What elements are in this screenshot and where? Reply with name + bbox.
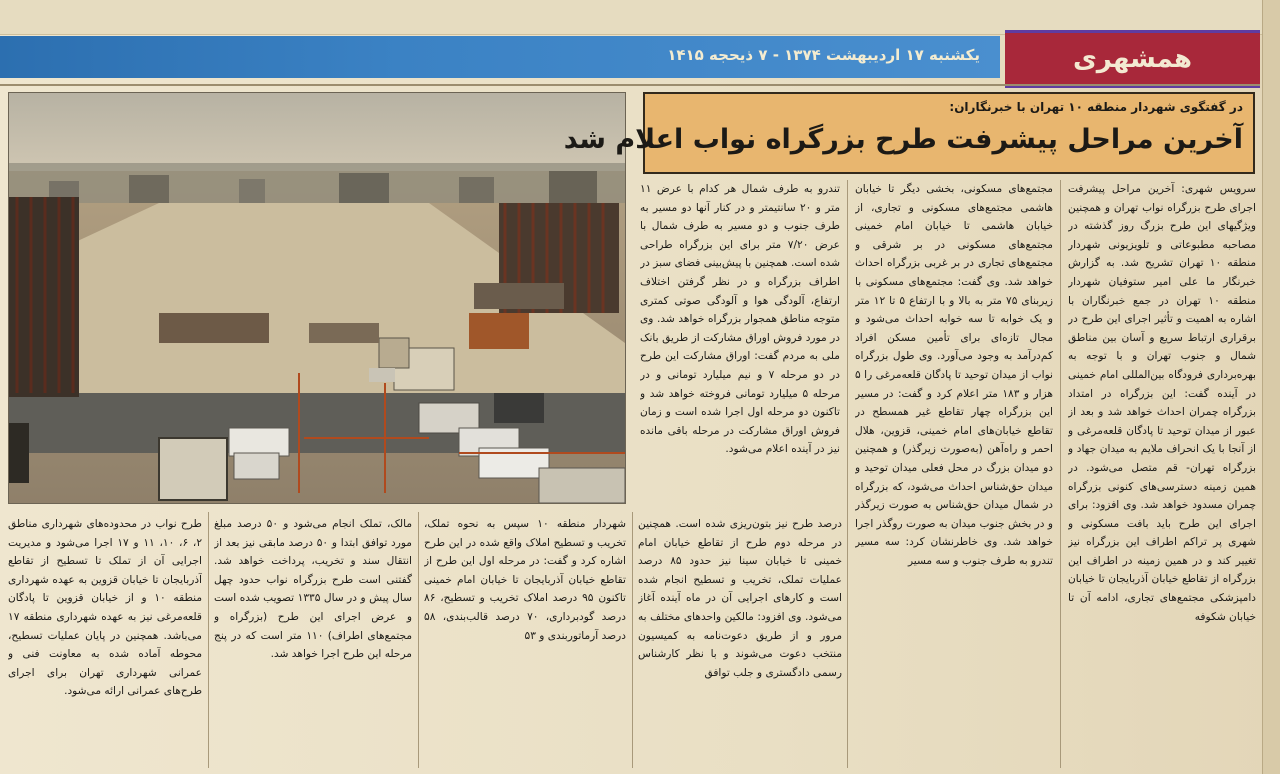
article-column-2 xyxy=(855,180,1053,768)
column-divider xyxy=(208,512,209,768)
header-rule xyxy=(0,84,1260,86)
column-b3-text: مالک، تملک انجام می‌شود و ۵۰ درصد مبلغ مورد توافق ابتدا و ۵۰ درصد مابقی نیز بعد از انتقال سند و تخریب، پرداخت خواهد شد. گفتنی است طرح بزرگراه نواب حدود چهل سال پیش و در سال ۱۳۳۵ تصویب شده است و عرض اجرای این طرح (بزرگراه و مجتمع‌های اطراف) ۱۱۰ متر است که در پنج مرحله این طرح اجرا خواهد شد. xyxy=(214,518,412,661)
article-column-b3 xyxy=(214,515,412,768)
column-divider xyxy=(632,512,633,768)
column-divider xyxy=(418,512,419,768)
column-1-text: سرویس شهری: آخرین مراحل پیشرفت اجرای طرح بزرگراه نواب تهران و همچنین ویژگیهای این طرح بزرگ روز گذشته در مصاحبه مطبوعاتی و تلویزیونی شهردار منطقه ۱۰ تهران تشریح شد. به گزارش خبرنگار ما علی امیر ستوفیان شهردار منطقه ۱۰ تهران در جمع خبرنگاران با اشاره به اهمیت و تأثیر اجرای این طرح در برقراری ارتباط سریع و آسان بین مناطق شمال و جنوب تهران و با توجه به بهره‌برداری فرودگاه بین‌المللی امام خمینی در آینده گفت: این بزرگراه در امتداد بزرگراه چمران احداث خواهد شد و بعد از عبور از میدان توحید تا پادگان قلعه‌مرغی و از آنجا با یک انحراف ملایم به میدان جهاد و بزرگراه تهران- قم متصل می‌شود. در همین زمینه دسترسی‌های کنونی بزرگراه چمران مسدود خواهد شد. وی افزود: برای اجرای این طرح باید بافت مسکونی و شهری پر تراکم اطراف این بزرگراه نیز تغییر کند و در همین زمینه در اطراف این بزرگراه از تقاطع خیابان آذربایجان تا خیابان دامپزشکی مجتمع‌های تجاری، ادامه آن تا خیابان شکوفه xyxy=(1068,183,1256,623)
article-headline: آخرین مراحل پیشرفت طرح بزرگراه نواب اعلام شد xyxy=(563,124,1243,155)
column-divider xyxy=(1060,180,1061,768)
headline-box xyxy=(563,92,1255,174)
issue-date: یکشنبه ۱۷ اردیبهشت ۱۳۷۴ - ۷ ذیحجه ۱۴۱۵ xyxy=(667,46,980,64)
column-3-text: تندرو به طرف شمال هر کدام با عرض ۱۱ متر و ۲۰ سانتیمتر و در کنار آنها دو مسیر به طرف جنوب و دو مسیر به طرف شمال با عرض ۷/۲۰ متر برای این بزرگراه طراحی شده است. همچنین با پیش‌بینی فضای سبز در اطراف بزرگراه و در نظر گرفتن اختلاف ارتفاع، آلودگی هوا و آلودگی صوتی کمتری متوجه مناطق همجوار بزرگراه خواهد شد. وی در مورد فروش اوراق مشارکت از طریق بانک ملی به مردم گفت: اوراق مشارکت این طرح در دو مرحله ۷ و نیم میلیارد تومانی و در مرحله ۵ میلیارد تومانی فروخته خواهد شد و تاکنون دو مرحله اول اجرا شده است و زمان فروش اوراق مشارکت در مرحله باقی مانده نیز در آینده اعلام می‌شود. xyxy=(640,183,840,456)
page-edge xyxy=(1262,0,1280,774)
column-2-text: مجتمع‌های مسکونی، بخشی دیگر تا خیابان هاشمی مجتمع‌های مسکونی و تجاری، از خیابان هاشمی تا خیابان امام خمینی مجتمع‌های مسکونی در بر شرقی و مجتمع‌های تجاری در بر غربی بزرگراه احداث خواهد شد. وی گفت: مجتمع‌های مسکونی با زیربنای ۷۵ متر به بالا و با ارتفاع ۵ تا ۱۲ متر و یک خوابه تا سه خوابه احداث می‌شود و مجال تازه‌ای برای تأمین مسکن افراد کم‌درآمد به وجود می‌آورد. وی طول بزرگراه نواب از میدان توحید تا پادگان قلعه‌مرغی را ۵ هزار و ۱۸۳ متر اعلام کرد و گفت: در مسیر این بزرگراه چهار تقاطع غیر همسطح در تقاطع خیابان‌های امام خمینی، قزوین، هلال احمر و راه‌آهن (به‌صورت زیرگذر) و همچنین دو میدان بزرگ در محل فعلی میدان توحید و میدان حق‌شناس احداث می‌شود، که بزرگراه در شمال میدان حق‌شناس به صورت زیرگذر و در بخش جنوب میدان به صورت روگذر اجرا خواهد شد. وی خاطرنشان کرد: سه مسیر تندرو به طرف جنوب و سه مسیر xyxy=(855,183,1053,567)
article-column-3 xyxy=(640,180,840,510)
article-column-b4 xyxy=(8,515,202,768)
column-b2-text: شهردار منطقه ۱۰ سپس به نحوه تملک، تخریب و تسطیح املاک واقع شده در این طرح اشاره کرد و گفت: در مرحله اول این طرح از تقاطع خیابان آذربایجان تا خیابان امام خمینی تاکنون ۹۵ درصد املاک تخریب و تسطیح، ۸۶ درصد گودبرداری، ۷۰ درصد قالب‌بندی، ۵۸ درصد آرماتوربندی و ۵۳ xyxy=(424,518,626,642)
article-column-b1 xyxy=(638,515,842,768)
article-column-b2 xyxy=(424,515,626,768)
column-b1-text: درصد طرح نیز بتون‌ریزی شده است. همچنین در مرحله دوم طرح از تقاطع خیابان امام خمینی تا خیابان سینا نیز حدود ۸۵ درصد عملیات تملک، تخریب و تسطیح انجام شده است و کارهای اجرایی آن در ماه آینده آغاز می‌شود. وی افزود: مالکین واحدهای مختلف به مرور و از طریق دعوت‌نامه به کمیسیون منتخب دعوت می‌شوند و با نظر کارشناس رسمی دادگستری و جلب توافق xyxy=(638,518,842,679)
article-column-1 xyxy=(1068,180,1256,768)
column-divider xyxy=(847,180,848,768)
highway-construction-photo xyxy=(8,92,626,504)
newspaper-logo: همشهری xyxy=(1005,30,1260,88)
article-kicker: در گفتگوی شهردار منطقه ۱۰ تهران با خبرنگاران: xyxy=(949,100,1243,114)
column-b4-text: طرح نواب در محدوده‌های شهرداری مناطق ۲، ۶، ۱۰، ۱۱ و ۱۷ اجرا می‌شود و مدیریت اجرایی آن از تملک تا تسطیح از تقاطع آذربایجان تا خیابان قزوین به عهده شهرداری منطقه ۱۰ و از خیابان قزوین تا پادگان قلعه‌مرغی نیز به عهده شهرداری منطقه ۱۷ می‌باشد. همچنین در پایان عملیات تسطیح، محوطه آماده شده به معاونت فنی و عمرانی شهرداری تهران برای اجرای طرح‌های عمرانی ارائه می‌شود. xyxy=(8,518,202,698)
